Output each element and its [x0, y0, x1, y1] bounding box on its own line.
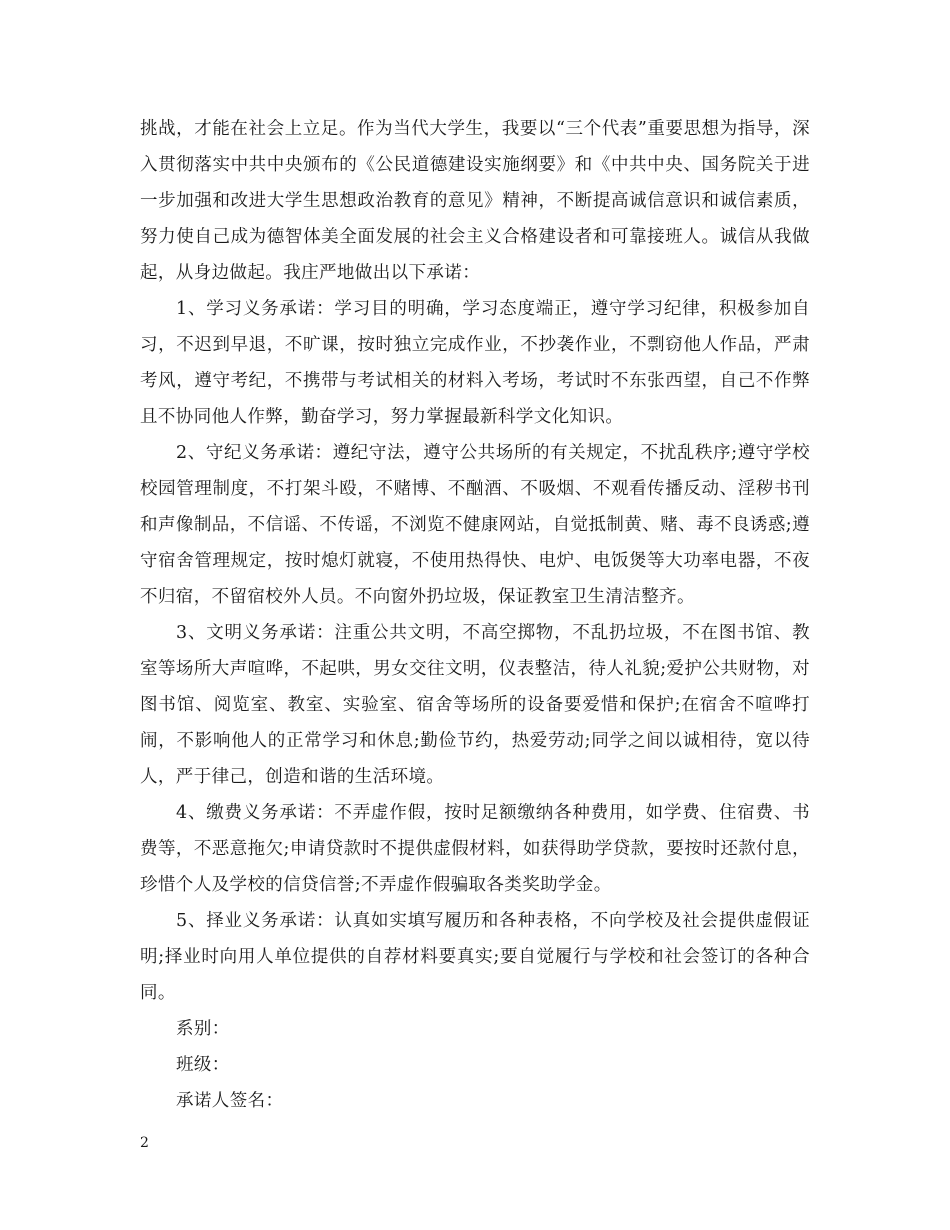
- page-number: 2: [140, 1135, 149, 1151]
- study-commitment-paragraph: 1、学习义务承诺：学习目的明确，学习态度端正，遵守学习纪律，积极参加自习，不迟到早退，不旷课，按时独立完成作业，不抄袭作业，不剽窃他人作品，严肃考风，遵守考纪，不携带与考试相关的材料入考场，考试时不东张西望，自己不作弊且不协同他人作弊，勤奋学习，努力掌握最新科学文化知识。: [140, 299, 810, 427]
- discipline-commitment-paragraph: 2、守纪义务承诺：遵纪守法，遵守公共场所的有关规定，不扰乱秩序;遵守学校校园管理制度，不打架斗殴，不赌博、不酗酒、不吸烟、不观看传播反动、淫秽书刊和声像制品，不信谣、不传谣，不浏览不健康网站，自觉抵制黄、赌、毒不良诱惑;遵守宿舍管理规定，按时熄灯就寝，不使用热得快、电炉、电饭煲等大功率电器，不夜不归宿，不留宿校外人员。不向窗外扔垃圾，保证教室卫生清洁整齐。: [140, 443, 810, 607]
- civility-commitment-paragraph: 3、文明义务承诺：注重公共文明，不高空掷物，不乱扔垃圾，不在图书馆、教室等场所大声喧哗，不起哄，男女交往文明，仪表整洁，待人礼貌;爱护公共财物，对图书馆、阅览室、教室、实验室、宿舍等场所的设备要爱惜和保护;在宿舍不喧哗打闹，不影响他人的正常学习和休息;勤俭节约，热爱劳动;同学之间以诚相待，宽以待人，严于律己，创造和谐的生活环境。: [140, 623, 810, 787]
- signature-field-label: 承诺人签名：: [176, 1091, 284, 1111]
- document-body: [140, 111, 810, 1119]
- department-field-label: 系别：: [176, 1019, 230, 1039]
- employment-commitment-paragraph: 5、择业义务承诺：认真如实填写履历和各种表格，不向学校及社会提供虚假证明;择业时向用人单位提供的自荐材料要真实;要自觉履行与学校和社会签订的各种合同。: [140, 911, 810, 1003]
- class-field-label: 班级：: [176, 1055, 230, 1075]
- payment-commitment-paragraph: 4、缴费义务承诺：不弄虚作假，按时足额缴纳各种费用，如学费、住宿费、书费等，不恶意拖欠;申请贷款时不提供虚假材料，如获得助学贷款，要按时还款付息，珍惜个人及学校的信贷信誉;不弄虚作假骗取各类奖助学金。: [140, 803, 810, 895]
- intro-paragraph: 挑战，才能在社会上立足。作为当代大学生，我要以“三个代表”重要思想为指导，深入贯彻落实中共中央颁布的《公民道德建设实施纲要》和《中共中央、国务院关于进一步加强和改进大学生思想政治教育的意见》精神，不断提高诚信意识和诚信素质，努力使自己成为德智体美全面发展的社会主义合格建设者和可靠接班人。诚信从我做起，从身边做起。我庄严地做出以下承诺：: [140, 119, 810, 283]
